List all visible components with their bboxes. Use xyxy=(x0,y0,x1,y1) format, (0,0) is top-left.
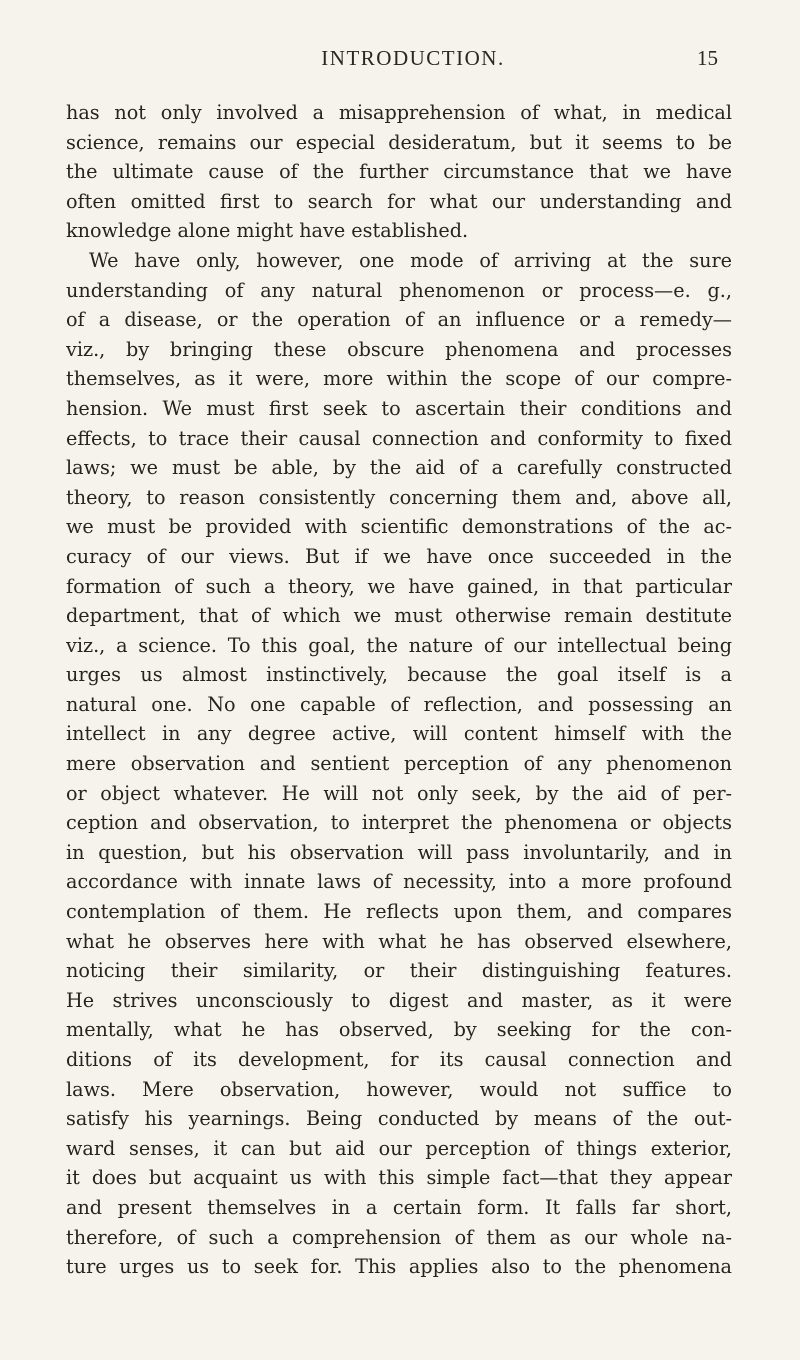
text-line: department, that of which we must otherwise remain destitute xyxy=(66,604,732,628)
text-line: viz., a science. To this goal, the nature of our intellectual being xyxy=(66,633,732,657)
text-line: it does but acquaint us with this simple fact—that they appear xyxy=(66,1166,732,1190)
text-line: therefore, of such a comprehension of them as our whole na- xyxy=(66,1225,732,1249)
text-line: has not only involved a misapprehension of what, in medical xyxy=(66,101,732,124)
text-line: accordance with innate laws of necessity, into a more profound xyxy=(66,870,732,894)
text-line: and present themselves in a certain form. It falls far short, xyxy=(66,1195,732,1219)
text-line: curacy of our views. But if we have once succeeded in the xyxy=(66,544,732,568)
paragraph-start-line: We have only, however, one mode of arriving at the sure xyxy=(89,248,732,272)
text-line: or object whatever. He will not only seek, by the aid of per- xyxy=(66,781,732,805)
text-line: mere observation and sentient perception of any phenomenon xyxy=(66,752,732,776)
text-line: ception and observation, to interpret the phenomena or objects xyxy=(66,811,732,835)
text-line: knowledge alone might have established. xyxy=(66,219,469,243)
text-line: viz., by bringing these obscure phenomena and processes xyxy=(66,337,732,361)
running-header xyxy=(108,46,718,76)
text-line: satisfy his yearnings. Being conducted by means of the out- xyxy=(66,1107,732,1131)
text-line: laws; we must be able, by the aid of a carefully constructed xyxy=(66,456,732,480)
text-line: often omitted first to search for what our understanding and xyxy=(66,189,732,213)
page-number: 15 xyxy=(697,46,718,70)
text-line: of a disease, or the operation of an influence or a remedy— xyxy=(66,308,732,332)
text-line: noticing their similarity, or their distinguishing features. xyxy=(66,959,732,983)
text-line: theory, to reason consistently concerning them and, above all, xyxy=(66,485,732,509)
text-line: contemplation of them. He reflects upon them, and compares xyxy=(66,900,732,924)
text-line: mentally, what he has observed, by seeking for the con- xyxy=(66,1018,732,1042)
text-line: the ultimate cause of the further circumstance that we have xyxy=(66,160,732,184)
text-line: natural one. No one capable of reflection, and possessing an xyxy=(66,692,732,716)
text-line: laws. Mere observation, however, would not suffice to xyxy=(66,1077,732,1101)
text-line: what he observes here with what he has observed elsewhere, xyxy=(66,929,732,953)
text-line: understanding of any natural phenomenon or process—e. g., xyxy=(66,278,732,302)
running-title: INTRODUCTION. xyxy=(321,46,505,70)
text-line: effects, to trace their causal connection and conformity to fixed xyxy=(66,426,732,450)
text-line: in question, but his observation will pass involuntarily, and in xyxy=(66,840,732,864)
text-line: ward senses, it can but aid our perception of things exterior, xyxy=(66,1136,732,1160)
text-line: science, remains our especial desideratum, but it seems to be xyxy=(66,130,732,154)
text-line: ditions of its development, for its causal connection and xyxy=(66,1048,732,1071)
text-line: urges us almost instinctively, because the goal itself is a xyxy=(66,663,732,687)
text-line: formation of such a theory, we have gained, in that particular xyxy=(66,574,732,598)
text-line: themselves, as it were, more within the scope of our compre- xyxy=(66,367,732,391)
text-line: hension. We must first seek to ascertain their conditions and xyxy=(66,396,732,420)
text-line: ture urges us to seek for. This applies also to the phenomena xyxy=(66,1255,732,1279)
text-line: intellect in any degree active, will content himself with the xyxy=(66,722,732,746)
body-text xyxy=(66,98,732,1282)
text-line: we must be provided with scientific demonstrations of the ac- xyxy=(66,515,732,539)
text-line: He strives unconsciously to digest and master, as it were xyxy=(66,988,732,1012)
